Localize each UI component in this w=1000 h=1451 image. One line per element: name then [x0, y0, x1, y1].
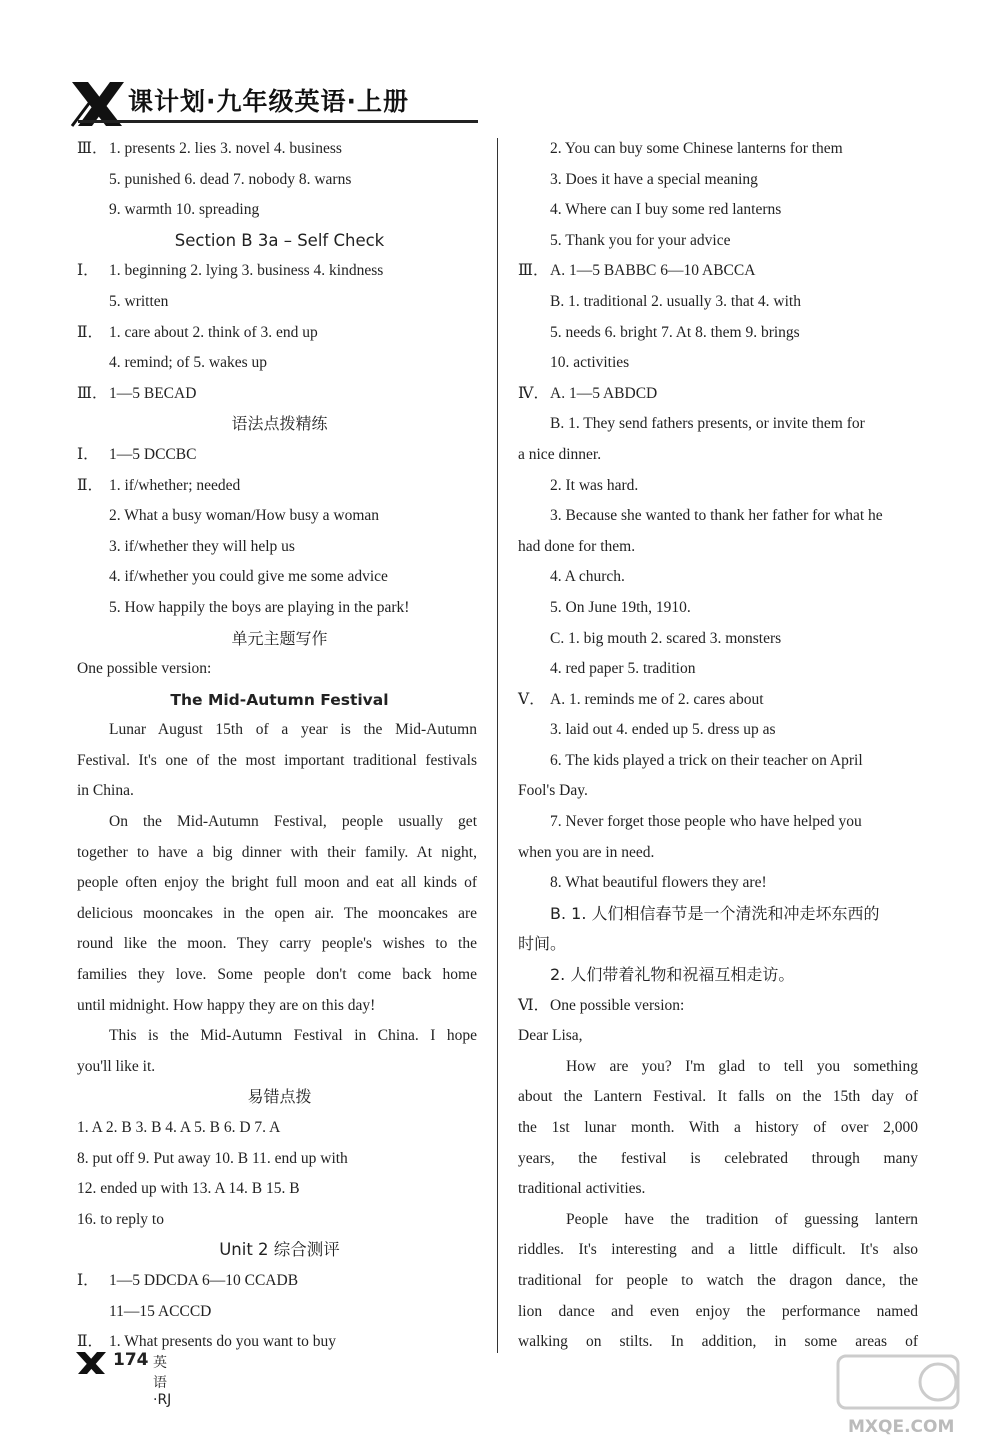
answer-line: [518, 868, 923, 899]
answer-line: [77, 1174, 482, 1205]
paragraph-line: [77, 991, 482, 1022]
question-number: Ⅱ．: [77, 1333, 104, 1351]
watermark-stamp-text: MXQE.COM: [848, 1417, 955, 1437]
answer-line: [518, 348, 923, 379]
paragraph-line: [518, 776, 923, 807]
paragraph-line: [77, 868, 482, 899]
paragraph-line: [77, 960, 482, 991]
paragraph-text: round like the moon. They carry people's wishes to the: [77, 935, 477, 953]
header-title: 课计划·九年级英语·上册: [128, 87, 409, 116]
answer-line: [518, 685, 923, 716]
answer-text: 5. punished 6. dead 7. nobody 8. warns: [109, 170, 352, 188]
question-number: Ⅱ．: [77, 476, 104, 494]
answer-line: [77, 532, 482, 563]
answer-text: 7. Never forget those people who have helped you: [550, 813, 862, 831]
question-number: Ⅱ．: [77, 323, 104, 341]
paragraph-line: [518, 532, 923, 563]
paragraph-text: traditional activities.: [518, 1180, 646, 1198]
section-heading: [77, 409, 482, 440]
answer-line: [77, 471, 482, 502]
answer-line: [77, 195, 482, 226]
section-heading: [77, 226, 482, 257]
answer-text: 2. It was hard.: [550, 476, 639, 494]
answer-line: [77, 1205, 482, 1236]
answer-line: [518, 501, 923, 532]
paragraph-line: [518, 838, 923, 869]
answer-line: [77, 348, 482, 379]
section-heading: [77, 685, 482, 716]
section-heading: [77, 1082, 482, 1113]
answer-text: A. 1. reminds me of 2. cares about: [550, 690, 764, 708]
answer-line: [518, 195, 923, 226]
paragraph-text: walking on stilts. In addition, in some areas of: [518, 1333, 918, 1351]
column-divider: [497, 138, 498, 1353]
answer-line: [77, 1144, 482, 1175]
paragraph-text: together to have a big dinner with their family. At night,: [77, 843, 477, 861]
paragraph-text: Fool's Day.: [518, 782, 588, 800]
answer-line: [77, 165, 482, 196]
question-number: Ⅰ．: [77, 1271, 99, 1289]
answer-line: [518, 624, 923, 655]
paragraph-text: the 1st lunar month. With a history of over 2,000: [518, 1119, 918, 1136]
paragraph-line: [77, 807, 482, 838]
paragraph-text: How are you? I'm glad to tell you something: [566, 1057, 918, 1075]
answer-text: 2. You can buy some Chinese lanterns for them: [550, 140, 843, 157]
answer-text: 4. remind; of 5. wakes up: [109, 354, 267, 372]
answer-line: [77, 134, 482, 165]
paragraph-text: years, the festival is celebrated through many: [518, 1149, 918, 1167]
answer-line: [518, 165, 923, 196]
answer-text: 2. What a busy woman/How busy a woman: [109, 507, 380, 525]
paragraph-line: [77, 899, 482, 930]
paragraph-line: [518, 1266, 923, 1297]
answer-line: [518, 226, 923, 257]
paragraph-line: [518, 1174, 923, 1205]
section-heading-text: 单元主题写作: [231, 628, 328, 648]
answer-line: [77, 1297, 482, 1328]
paragraph-line: [518, 1021, 923, 1052]
answer-text: 1—5 DCCBC: [109, 445, 197, 463]
paragraph-line: [77, 1052, 482, 1083]
paragraph-text: had done for them.: [518, 537, 636, 555]
page-subject: 英语·RJ: [153, 1355, 172, 1408]
answer-text: 16. to reply to: [77, 1210, 164, 1228]
paragraph-text: families they love. Some people don't come back home: [77, 966, 477, 984]
answer-line: [518, 409, 923, 440]
paragraph-line: [77, 746, 482, 777]
answer-text: 3. if/whether they will help us: [109, 537, 295, 555]
paragraph-text: you'll like it.: [77, 1057, 156, 1075]
paragraph-text: about the Lantern Festival. It falls on the 15th day of: [518, 1088, 918, 1106]
answer-text: 1—5 BECAD: [109, 384, 197, 402]
answer-text: B. 1. traditional 2. usually 3. that 4. with: [550, 292, 801, 310]
paragraph-text: Lunar August 15th of a year is the Mid-Autumn: [109, 721, 477, 739]
answer-line: [518, 654, 923, 685]
question-number: Ⅰ．: [77, 262, 99, 280]
answer-line: [77, 1113, 482, 1144]
answer-text: 3. laid out 4. ended up 5. dress up as: [550, 721, 776, 739]
paragraph-text: a nice dinner.: [518, 445, 602, 463]
paragraph-text: This is the Mid-Autumn Festival in China. I hope: [109, 1027, 477, 1045]
section-heading-text: Unit 2 综合测评: [219, 1240, 340, 1260]
answer-line: [518, 593, 923, 624]
answer-line: [518, 715, 923, 746]
answer-text: C. 1. big mouth 2. scared 3. monsters: [550, 629, 782, 647]
answer-text: 1. presents 2. lies 3. novel 4. business: [109, 140, 342, 157]
answer-line: [518, 318, 923, 349]
answer-text: B. 1. 人们相信春节是一个清洗和冲走坏东西的: [550, 903, 880, 923]
answer-line: [77, 318, 482, 349]
paragraph-line: [518, 1082, 923, 1113]
paragraph-text: delicious mooncakes in the open air. The mooncakes are: [77, 904, 477, 922]
question-number: Ⅲ．: [518, 262, 549, 280]
answer-text: 4. red paper 5. tradition: [550, 660, 696, 678]
answer-text: 1. A 2. B 3. B 4. A 5. B 6. D 7. A: [77, 1119, 281, 1136]
paragraph-line: [518, 1297, 923, 1328]
answer-line: [518, 287, 923, 318]
page-number: 174: [113, 1350, 149, 1370]
answer-text: 1. if/whether; needed: [109, 476, 241, 494]
question-number: Ⅵ．: [518, 996, 550, 1014]
section-heading: [77, 624, 482, 655]
answer-line: [77, 562, 482, 593]
answer-text: A. 1—5 ABDCD: [550, 384, 658, 402]
answer-text: One possible version:: [550, 996, 685, 1014]
answer-text: A. 1—5 BABBC 6—10 ABCCA: [550, 262, 756, 280]
paragraph-line: [77, 838, 482, 869]
answer-text: 4. A church.: [550, 568, 625, 586]
answer-text: 10. activities: [550, 354, 630, 372]
paragraph-text: Festival. It's one of the most important traditional festivals: [77, 751, 477, 769]
left-column: [77, 134, 482, 1358]
header-rule: [78, 120, 478, 123]
answer-text: 5. needs 6. bright 7. At 8. them 9. brings: [550, 323, 800, 341]
paragraph-line: [77, 715, 482, 746]
section-heading: [77, 1235, 482, 1266]
answer-line: [518, 991, 923, 1022]
answer-text: 9. warmth 10. spreading: [109, 201, 260, 219]
answer-line: [518, 379, 923, 410]
paragraph-line: [518, 1235, 923, 1266]
paragraph-line: [77, 776, 482, 807]
question-number: Ⅲ．: [77, 384, 108, 402]
paragraph-line: [518, 1052, 923, 1083]
answer-line: [77, 501, 482, 532]
paragraph-line: [518, 929, 923, 960]
answer-text: 4. Where can I buy some red lanterns: [550, 201, 782, 219]
answer-text: 5. On June 19th, 1910.: [550, 598, 691, 616]
section-heading-text: 易错点拨: [247, 1087, 312, 1107]
section-heading-text: 语法点拨精练: [231, 414, 328, 434]
answer-text: 8. What beautiful flowers they are!: [550, 874, 767, 892]
section-heading-text: Section B 3a – Self Check: [174, 230, 385, 250]
answer-line: [77, 440, 482, 471]
answer-line: [518, 471, 923, 502]
paragraph-text: On the Mid-Autumn Festival, people usually get: [109, 813, 477, 831]
answer-text: 1. beginning 2. lying 3. business 4. kindness: [109, 262, 384, 280]
question-number: Ⅲ．: [77, 140, 108, 157]
question-number: Ⅴ．: [518, 690, 545, 708]
answer-line: [518, 899, 923, 930]
question-number: Ⅳ．: [518, 384, 549, 402]
paragraph-text: in China.: [77, 782, 134, 800]
answer-text: 2. 人们带着礼物和祝福互相走访。: [550, 965, 795, 985]
answer-line: [518, 134, 923, 165]
answer-text: 5. Thank you for your advice: [550, 231, 731, 249]
answer-line: [77, 256, 482, 287]
answer-text: 5. written: [109, 292, 169, 310]
section-heading-text: The Mid-Autumn Festival: [170, 690, 389, 709]
paragraph-text: until midnight. How happy they are on this day!: [77, 996, 376, 1014]
paragraph-text: Dear Lisa,: [518, 1027, 583, 1045]
answer-text: 6. The kids played a trick on their teacher on April: [550, 751, 863, 769]
answer-text: 1. care about 2. think of 3. end up: [109, 323, 318, 341]
answer-line: [518, 256, 923, 287]
text-line-content: One possible version:: [77, 660, 212, 678]
answer-text: 3. Does it have a special meaning: [550, 170, 758, 188]
paragraph-line: [77, 929, 482, 960]
paragraph-line: [518, 1205, 923, 1236]
answer-line: [77, 1266, 482, 1297]
answer-line: [518, 562, 923, 593]
answer-line: [77, 593, 482, 624]
watermark-stamp: [828, 1352, 968, 1442]
text-line: [77, 654, 482, 685]
answer-line: [518, 960, 923, 991]
answer-line: [77, 287, 482, 318]
paragraph-line: [518, 440, 923, 471]
answer-text: 5. How happily the boys are playing in the park!: [109, 598, 410, 616]
paragraph-line: [518, 1144, 923, 1175]
answer-line: [518, 746, 923, 777]
paragraph-text: People have the tradition of guessing lantern: [566, 1210, 918, 1228]
answer-text: B. 1. They send fathers presents, or invite them for: [550, 415, 865, 433]
page-header: [0, 0, 1000, 140]
answer-line: [77, 379, 482, 410]
footer-logo-icon: [75, 1350, 107, 1376]
paragraph-text: lion dance and even enjoy the performance named: [518, 1302, 918, 1320]
paragraph-text: traditional for people to watch the dragon dance, the: [518, 1271, 918, 1289]
right-column: [518, 134, 923, 1358]
paragraph-line: [77, 1021, 482, 1052]
paragraph-text: when you are in need.: [518, 843, 655, 861]
paragraph-text: people often enjoy the bright full moon and eat all kinds of: [77, 874, 477, 892]
paragraph-text: riddles. It's interesting and a little difficult. It's also: [518, 1241, 918, 1259]
answer-text: 3. Because she wanted to thank her father for what he: [550, 507, 883, 525]
answer-text: 8. put off 9. Put away 10. B 11. end up with: [77, 1149, 348, 1167]
answer-text: 1—5 DDCDA 6—10 CCADB: [109, 1271, 299, 1289]
answer-text: 11—15 ACCCD: [109, 1302, 212, 1320]
paragraph-line: [518, 1113, 923, 1144]
answer-text: 1. What presents do you want to buy: [109, 1333, 337, 1351]
question-number: Ⅰ．: [77, 445, 99, 463]
answer-line: [518, 807, 923, 838]
answer-text: 4. if/whether you could give me some advice: [109, 568, 388, 586]
answer-text: 12. ended up with 13. A 14. B 15. B: [77, 1180, 300, 1198]
paragraph-text: 时间。: [518, 934, 567, 954]
